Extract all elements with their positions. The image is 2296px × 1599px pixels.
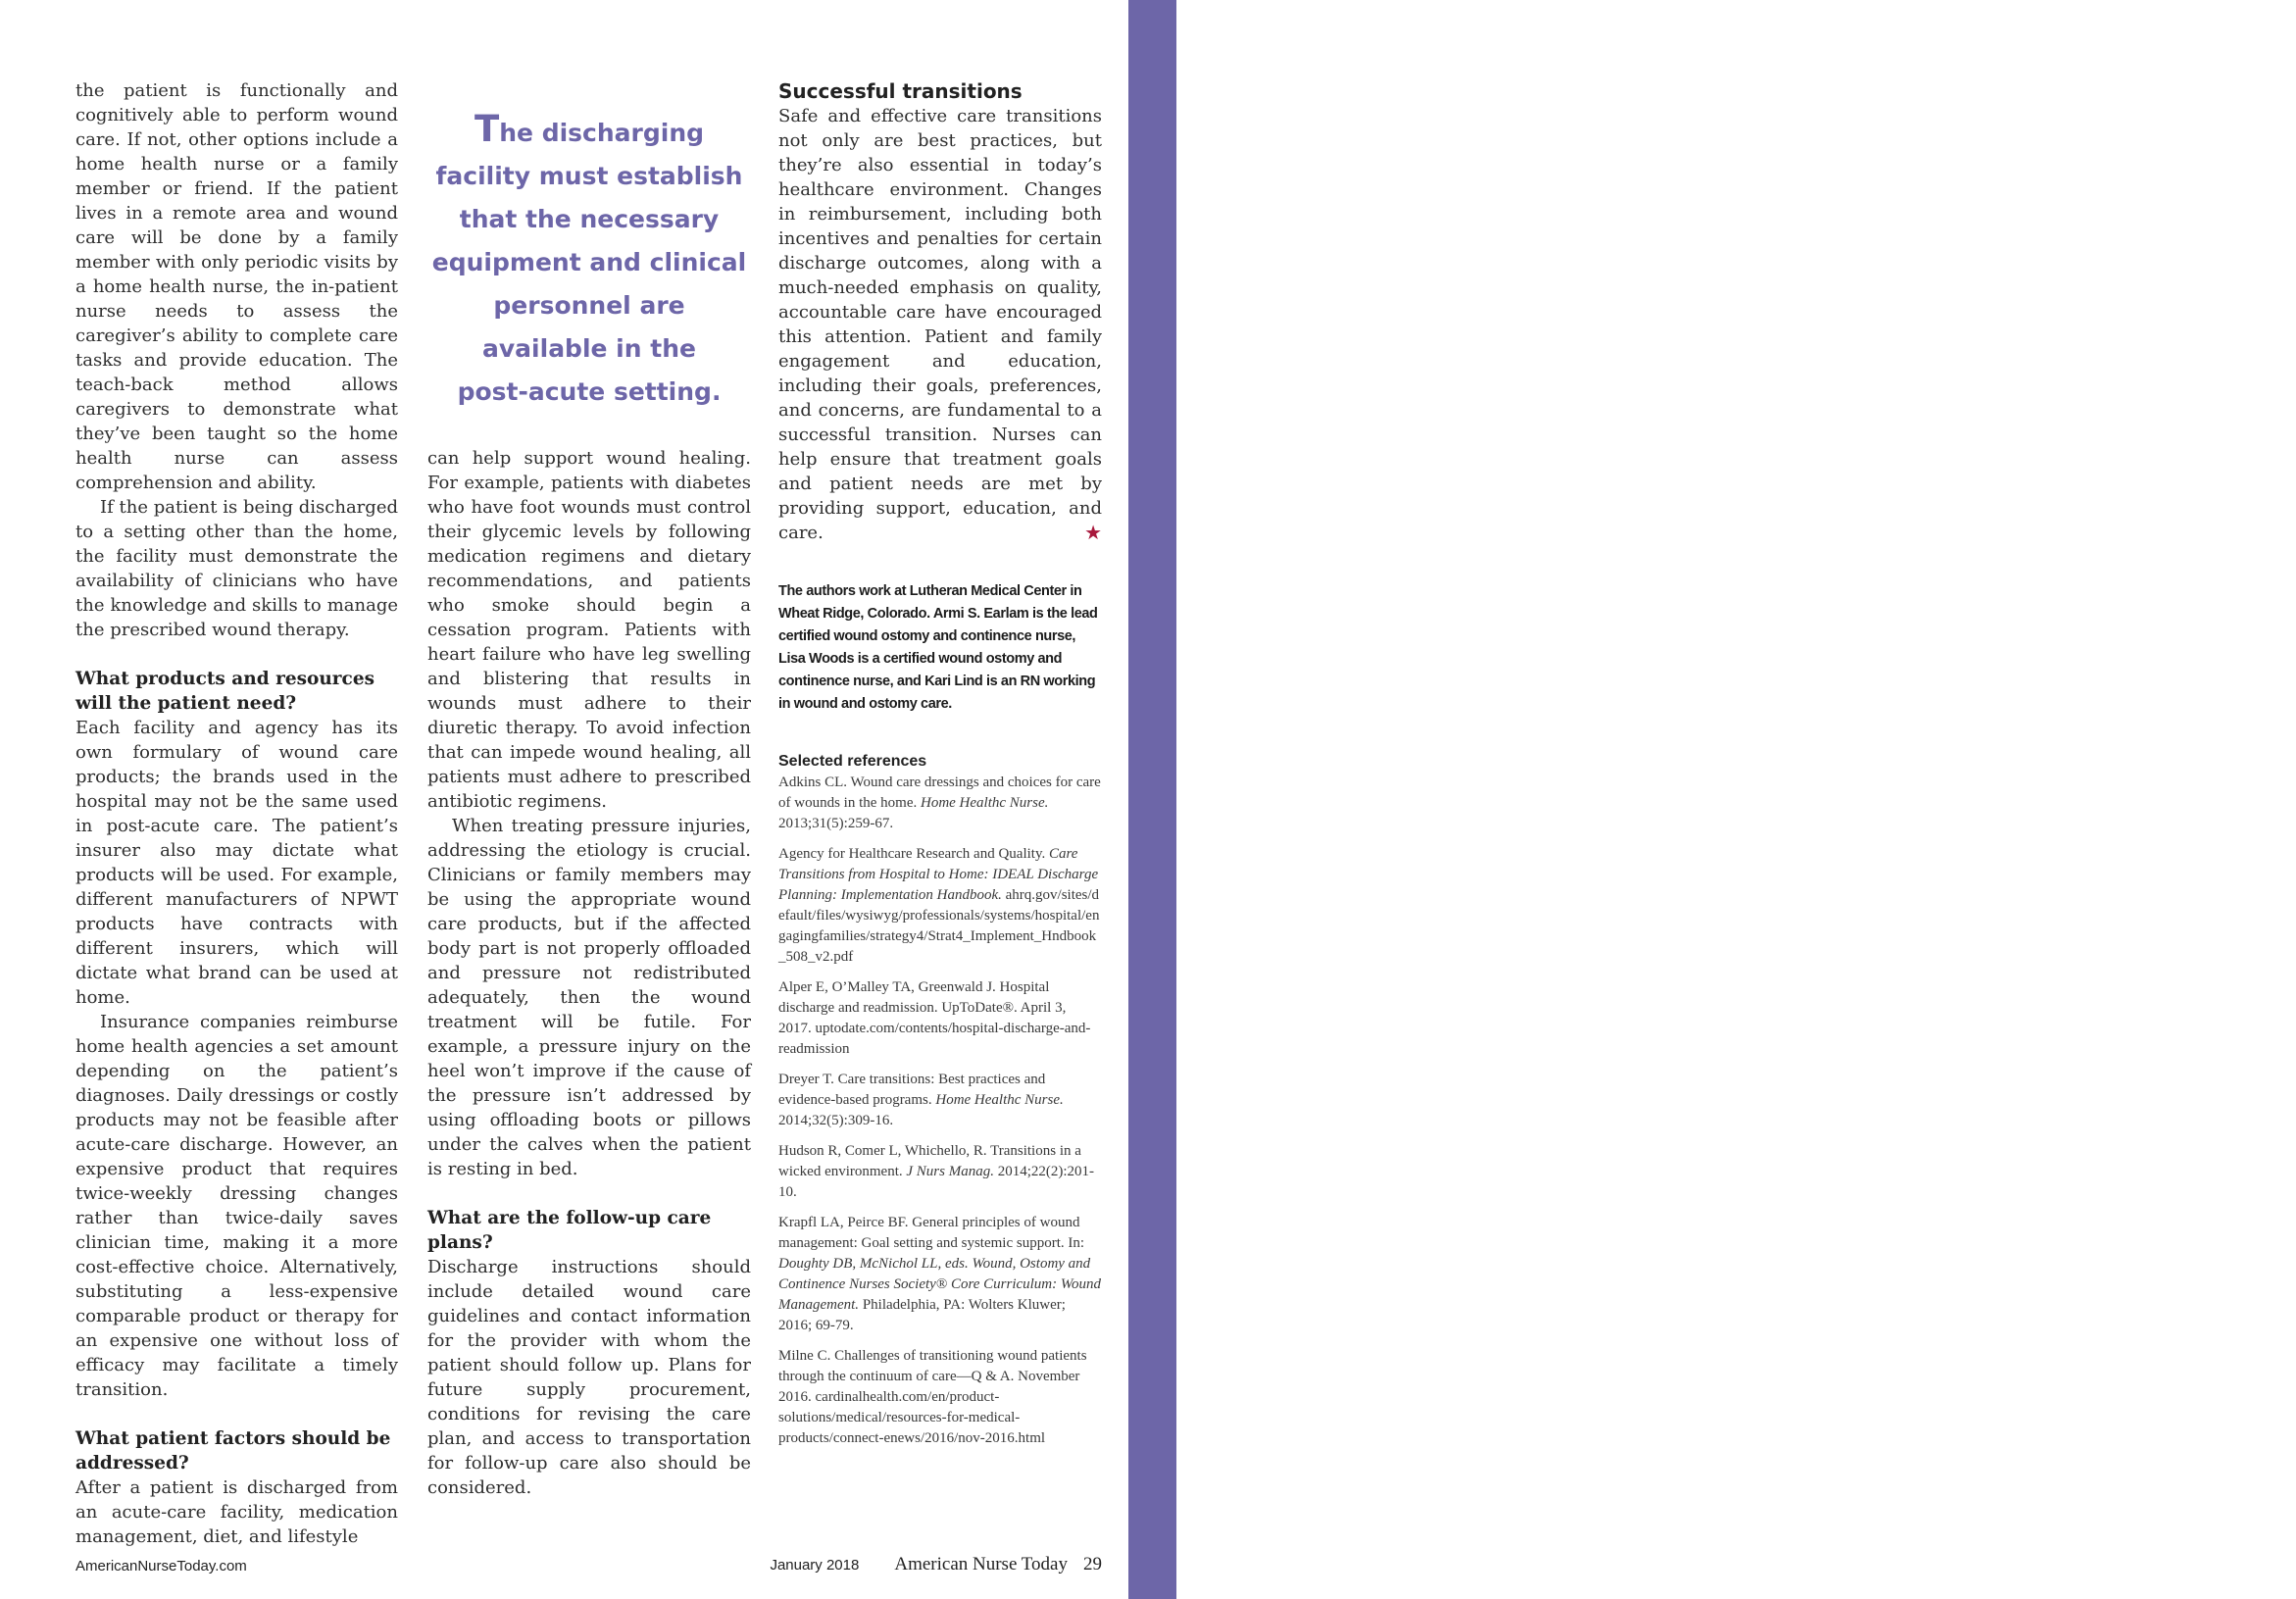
page-number: 29 [1083, 1554, 1102, 1574]
footer-issue [770, 1554, 1102, 1575]
pull-quote-line: he discharging [499, 119, 705, 147]
section-tab [1128, 0, 2296, 1599]
body-paragraph: After a patient is discharged from an acute-care facility, medication management, diet, and lifestyle [75, 1477, 398, 1547]
section-tab-title: Focus on...Wound care [2265, 94, 2296, 455]
section-heading-transitions: Successful transitions [778, 79, 1023, 103]
pull-quote-line: personnel are [493, 291, 685, 320]
body-paragraph: When treating pressure injuries, addressing the etiology is crucial. Clinicians or family members may be using the appropriate wound care products, but if the affected body part is not properly offloaded and pressure not redistributed adequately, then the wound treatment will be futile. For example, a pressure injury on the heel won’t improve if the cause of the pressure isn’t addressed by using offloading boots or pillows under the calves when the patient is resting in bed. [427, 816, 751, 1179]
reference-item: Milne C. Challenges of transitioning wound patients through the continuum of care—Q & A. November 2016. cardinalhealth.com/en/product-solutions/medical/resources-for-medical-products/connect-enews/2016/nov-2016.html [778, 1348, 1087, 1446]
body-text: Safe and effective care transitions not only are best practices, but they’re also essential in today’s healthcare environment. Changes in reimbursement, including both incentives and penalties for certain discharge outcomes, along with a much-needed emphasis on quality, accountable care have encouraged this attention. Patient and family engagement and education, including their goals, preferences, and concerns, are fundamental to a successful transition. Nurses can help ensure that treatment goals and patient needs are met by providing support, education, and care. [778, 106, 1102, 543]
section-heading-follow-up: What are the follow-up care plans? [427, 1208, 712, 1253]
pull-quote [427, 108, 751, 414]
column-2 [427, 446, 751, 1500]
body-paragraph: can help support wound healing. For example, patients with diabetes who have foot wounds must control their glycemic levels by following medication regimens and dietary recommendations, and patients who smoke should begin a cessation program. Patients with heart failure who have leg swelling and blistering that results in wounds must adhere to their diuretic therapy. To avoid infection that can impede wound healing, all patients must adhere to prescribed antibiotic regimens. [427, 448, 751, 812]
reference-item: Adkins CL. Wound care dressings and choices for care of wounds in the home. Home Healthc Nurse. 2013;31(5):259-67. [778, 775, 1101, 831]
reference-item: Alper E, O’Malley TA, Greenwald J. Hospital discharge and readmission. UpToDate®. April 3, 2017. uptodate.com/contents/hospital-discharge-and-readmission [778, 979, 1091, 1057]
footer-website: AmericanNurseToday.com [75, 1558, 247, 1574]
pull-quote-drop-letter: T [474, 108, 500, 150]
column-1 [75, 78, 398, 1549]
section-heading-products: What products and resources will the patient need? [75, 669, 375, 714]
pull-quote-line: equipment and clinical [431, 248, 747, 276]
reference-item: Agency for Healthcare Research and Quality. Care Transitions from Hospital to Home: IDEAL Discharge Planning: Implementation Handbook. ahrq.gov/sites/default/files/wysiwyg/professionals/systems/hospital/engagingfamilies/strategy4/Strat4_Implement_Hndbook_508_v2.pdf [778, 846, 1100, 965]
body-paragraph: the patient is functionally and cognitively able to perform wound care. If not, other options include a home health nurse or a family member or friend. If the patient lives in a remote area and wound care will be done by a family member with only periodic visits by a home health nurse, the in-patient nurse needs to assess the caregiver’s ability to complete care tasks and provide education. The teach-back method allows caregivers to demonstrate what they’ve been taught so the home health nurse can assess comprehension and ability. [75, 80, 398, 493]
pull-quote-line: facility must establish [435, 162, 743, 190]
author-note: The authors work at Lutheran Medical Center in Wheat Ridge, Colorado. Armi S. Earlam is the lead certified wound ostomy and continence nurse, Lisa Woods is a certified wound ostomy and continence nurse, and Kari Lind is an RN working in wound and ostomy care. [778, 583, 1098, 712]
reference-item: Hudson R, Comer L, Whichello, R. Transitions in a wicked environment. J Nurs Manag. 2014;22(2):201-10. [778, 1143, 1095, 1200]
reference-item: Krapfl LA, Peirce BF. General principles of wound management: Goal setting and systemic support. In: Doughty DB, McNichol LL, eds. Wound, Ostomy and Continence Nurses Society® Core Curriculum: Wound Management. Philadelphia, PA: Wolters Kluwer; 2016; 69-79. [778, 1215, 1102, 1333]
body-paragraph: Each facility and agency has its own formulary of wound care products; the brands used in the hospital may not be the same used in post-acute care. The patient’s insurer also may dictate what products will be used. For example, different manufacturers of NPWT products have contracts with different insurers, which will dictate what brand can be used at home. [75, 718, 398, 1008]
body-paragraph: If the patient is being discharged to a setting other than the home, the facility must demonstrate the availability of clinicians who have the knowledge and skills to manage the prescribed wound therapy. [75, 497, 398, 640]
reference-item: Dreyer T. Care transitions: Best practices and evidence-based programs. Home Healthc Nurse. 2014;32(5):309-16. [778, 1072, 1064, 1128]
footer-journal: American Nurse Today [894, 1554, 1068, 1574]
footer-date: January 2018 [770, 1557, 860, 1574]
end-star-icon: ★ [1084, 521, 1102, 544]
references-heading: Selected references [778, 753, 927, 770]
pull-quote-line: available in the [482, 334, 696, 363]
pull-quote-line: that the necessary [459, 205, 720, 233]
column-3 [778, 78, 1102, 1459]
body-paragraph: Discharge instructions should include detailed wound care guidelines and contact information for the provider with whom the patient should follow up. Plans for future supply procurement, conditions for revising the care plan, and access to transportation for follow-up care also should be considered. [427, 1257, 751, 1498]
pull-quote-line: post-acute setting. [457, 377, 722, 406]
body-paragraph: Insurance companies reimburse home health agencies a set amount depending on the patient’s diagnoses. Daily dressings or costly products may not be feasible after acute-care discharge. However, an expensive product that requires twice-weekly dressing changes rather than twice-daily saves clinician time, making it a more cost-effective choice. Alternatively, substituting a less-expensive comparable product or therapy for an expensive one without loss of efficacy may facilitate a timely transition. [75, 1012, 398, 1400]
body-paragraph [778, 104, 1102, 545]
section-heading-patient-factors: What patient factors should be addressed? [75, 1428, 391, 1474]
